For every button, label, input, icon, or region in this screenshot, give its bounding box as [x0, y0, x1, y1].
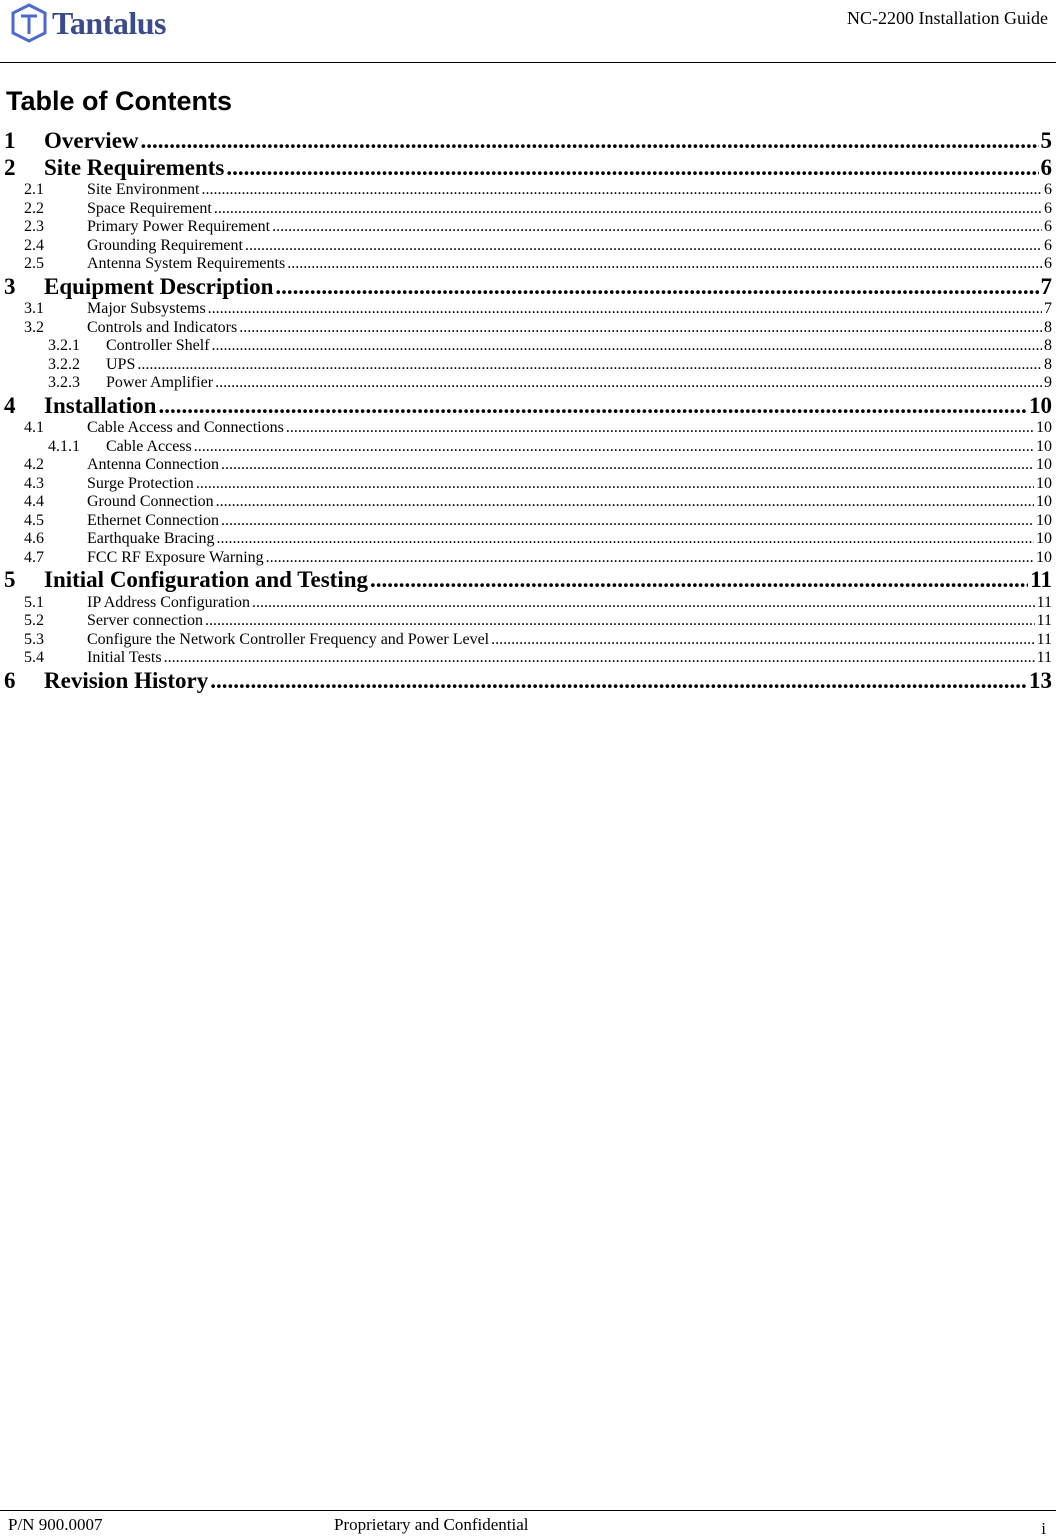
toc-entry-title: Equipment Description: [44, 273, 274, 299]
toc-entry-title: IP Address Configuration: [87, 593, 250, 611]
toc-entry-2-4[interactable]: [0, 237, 1052, 256]
toc-entry-title: Site Environment: [87, 181, 200, 198]
toc-entry-4[interactable]: [0, 393, 1052, 420]
page-number: i: [1041, 1519, 1046, 1538]
toc-dot-leader: [210, 668, 1027, 695]
toc-entry-title: Initial Configuration and Testing: [44, 567, 369, 592]
toc-entry-3-1[interactable]: [0, 300, 1052, 319]
toc-entry-page: 7: [1044, 300, 1052, 317]
toc-entry-4-4[interactable]: [0, 493, 1052, 512]
toc-entry-number: 4: [4, 392, 16, 418]
toc-dot-leader: [252, 594, 1035, 613]
toc-entry-number: 3.2.1: [48, 337, 80, 354]
toc-entry-number: 4.6: [24, 530, 44, 547]
toc-dot-leader: [215, 374, 1042, 393]
confidential-notice: Proprietary and Confidential: [334, 1515, 529, 1534]
toc-entry-2-2[interactable]: [0, 200, 1052, 219]
toc-entry-title: Cable Access and Connections: [87, 419, 284, 436]
toc-entry-page: 10: [1036, 456, 1052, 473]
toc-entry-title: UPS: [106, 355, 136, 373]
toc-entry-number: 1: [4, 128, 16, 153]
toc-entry-page: 8: [1044, 355, 1052, 373]
toc-entry-title: Installation: [44, 392, 157, 418]
toc-entry-number: 3.2.2: [48, 355, 80, 373]
toc-entry-number: 2.4: [24, 236, 44, 254]
toc-entry-number: 4.5: [24, 511, 44, 529]
toc-entry-3-2-3[interactable]: [0, 374, 1052, 393]
toc-entry-4-1-1[interactable]: [0, 438, 1052, 457]
toc-entry-title: Overview: [44, 128, 139, 153]
toc-entry-title: Power Amplifier: [106, 374, 214, 391]
page-footer: [0, 1510, 1056, 1538]
toc-entry-page: 10: [1036, 530, 1052, 547]
toc-entry-number: 4.1.1: [48, 437, 80, 455]
toc-entry-title: Initial Tests: [87, 649, 162, 666]
toc-entry-page: 10: [1036, 419, 1052, 436]
toc-dot-leader: [266, 549, 1034, 568]
toc-entry-title: Grounding Requirement: [87, 236, 243, 254]
toc-entry-2-1[interactable]: [0, 181, 1052, 200]
toc-entry-page: 6: [1044, 199, 1052, 217]
toc-entry-title: Ground Connection: [87, 493, 214, 510]
page-header: [0, 0, 1056, 63]
toc-entry-number: 2.2: [24, 199, 44, 217]
toc-entry-page: 11: [1036, 630, 1052, 648]
toc-dot-leader: [221, 456, 1034, 475]
toc-entry-title: Revision History: [44, 667, 209, 693]
toc-entry-4-2[interactable]: [0, 456, 1052, 475]
toc-dot-leader: [286, 419, 1034, 438]
toc-entry-title: Primary Power Requirement: [87, 218, 271, 235]
toc-entry-page: 10: [1036, 511, 1052, 529]
toc-entry-number: 4.7: [24, 548, 44, 566]
toc-entry-page: 6: [1040, 154, 1052, 180]
toc-entry-page: 10: [1029, 392, 1052, 418]
toc-entry-number: 5.1: [24, 593, 44, 611]
table-of-contents: [0, 128, 1052, 694]
toc-entry-number: 2: [4, 154, 16, 180]
toc-entry-title: Ethernet Connection: [87, 511, 219, 529]
toc-entry-number: 3: [4, 273, 16, 299]
toc-entry-2-5[interactable]: [0, 255, 1052, 274]
toc-entry-title: Cable Access: [106, 437, 192, 455]
toc-dot-leader: [370, 567, 1028, 594]
toc-entry-4-6[interactable]: [0, 530, 1052, 549]
toc-entry-title: Antenna Connection: [87, 456, 219, 473]
toc-entry-title: Server connection: [87, 612, 203, 629]
document-title: NC-2200 Installation Guide: [847, 8, 1048, 28]
toc-entry-title: FCC RF Exposure Warning: [87, 548, 264, 566]
toc-entry-title: Surge Protection: [87, 474, 194, 492]
toc-entry-title: Controller Shelf: [106, 337, 210, 354]
toc-dot-leader: [272, 218, 1042, 237]
toc-dot-leader: [287, 255, 1042, 274]
logo-text: Tantalus: [52, 4, 166, 41]
toc-entry-title: Configure the Network Controller Frequency and Power Level: [87, 630, 490, 648]
toc-entry-title: Space Requirement: [87, 199, 212, 217]
toc-entry-number: 4.1: [24, 419, 44, 436]
toc-entry-3-2-1[interactable]: [0, 337, 1052, 356]
toc-entry-number: 4.2: [24, 456, 44, 473]
toc-dot-leader: [201, 181, 1042, 200]
toc-dot-leader: [141, 128, 1039, 155]
toc-entry-2[interactable]: [0, 155, 1052, 182]
toc-entry-5-3[interactable]: [0, 631, 1052, 650]
toc-entry-4-1[interactable]: [0, 419, 1052, 438]
toc-dot-leader: [491, 631, 1034, 650]
toc-entry-page: 5: [1040, 128, 1052, 153]
toc-entry-number: 3.2.3: [48, 374, 80, 391]
toc-entry-number: 3.1: [24, 300, 44, 317]
toc-entry-page: 8: [1044, 337, 1052, 354]
toc-dot-leader: [221, 512, 1034, 531]
toc-entry-5-1[interactable]: [0, 594, 1052, 613]
toc-dot-leader: [245, 237, 1042, 256]
toc-dot-leader: [158, 393, 1027, 420]
toc-dot-leader: [217, 530, 1035, 549]
toc-entry-page: 10: [1036, 437, 1052, 455]
toc-entry-3-2-2[interactable]: [0, 356, 1052, 375]
toc-entry-page: 7: [1040, 273, 1052, 299]
toc-entry-page: 13: [1029, 667, 1052, 693]
toc-entry-number: 5: [4, 567, 16, 592]
toc-dot-leader: [214, 200, 1042, 219]
toc-entry-page: 11: [1036, 593, 1052, 611]
toc-entry-page: 11: [1036, 649, 1052, 666]
toc-entry-title: Controls and Indicators: [87, 318, 238, 336]
toc-entry-page: 9: [1044, 374, 1052, 391]
toc-dot-leader: [194, 438, 1034, 457]
toc-entry-page: 6: [1044, 236, 1052, 254]
toc-dot-leader: [196, 475, 1034, 494]
toc-entry-3-2[interactable]: [0, 319, 1052, 338]
tantalus-logo-icon: [8, 2, 50, 44]
toc-entry-page: 10: [1036, 493, 1052, 510]
toc-entry-number: 4.4: [24, 493, 44, 510]
part-number: P/N 900.0007: [8, 1515, 103, 1534]
toc-entry-number: 3.2: [24, 318, 44, 336]
toc-entry-number: 2.1: [24, 181, 44, 198]
toc-entry-number: 2.5: [24, 255, 44, 272]
toc-entry-page: 10: [1036, 474, 1052, 492]
toc-dot-leader: [137, 356, 1042, 375]
toc-entry-page: 8: [1044, 318, 1052, 336]
toc-dot-leader: [226, 155, 1038, 182]
toc-entry-title: Site Requirements: [44, 154, 225, 180]
toc-entry-number: 4.3: [24, 474, 44, 492]
toc-entry-title: Major Subsystems: [87, 300, 206, 317]
toc-entry-5[interactable]: [0, 567, 1052, 594]
toc-heading: Table of Contents: [6, 86, 232, 116]
toc-entry-page: 6: [1044, 218, 1052, 235]
toc-entry-page: 6: [1044, 255, 1052, 272]
toc-entry-3[interactable]: [0, 274, 1052, 301]
toc-entry-6[interactable]: [0, 668, 1052, 695]
toc-entry-page: 10: [1036, 548, 1052, 566]
toc-entry-number: 6: [4, 667, 16, 693]
toc-entry-1[interactable]: [0, 128, 1052, 155]
toc-dot-leader: [275, 274, 1038, 301]
toc-dot-leader: [208, 300, 1042, 319]
toc-entry-number: 5.3: [24, 630, 44, 648]
toc-entry-number: 5.4: [24, 649, 44, 666]
toc-entry-2-3[interactable]: [0, 218, 1052, 237]
toc-entry-page: 11: [1036, 612, 1052, 629]
toc-entry-page: 11: [1030, 567, 1052, 592]
toc-entry-4-5[interactable]: [0, 512, 1052, 531]
toc-entry-number: 2.3: [24, 218, 44, 235]
toc-entry-title: Earthquake Bracing: [87, 530, 215, 547]
toc-entry-5-4[interactable]: [0, 649, 1052, 668]
toc-dot-leader: [164, 649, 1035, 668]
toc-entry-5-2[interactable]: [0, 612, 1052, 631]
toc-dot-leader: [239, 319, 1042, 338]
company-logo: [8, 2, 166, 44]
toc-entry-title: Antenna System Requirements: [87, 255, 286, 272]
toc-entry-4-3[interactable]: [0, 475, 1052, 494]
toc-entry-number: 5.2: [24, 612, 44, 629]
toc-dot-leader: [216, 493, 1034, 512]
toc-dot-leader: [212, 337, 1042, 356]
toc-dot-leader: [205, 612, 1035, 631]
toc-entry-page: 6: [1044, 181, 1052, 198]
toc-entry-4-7[interactable]: [0, 549, 1052, 568]
